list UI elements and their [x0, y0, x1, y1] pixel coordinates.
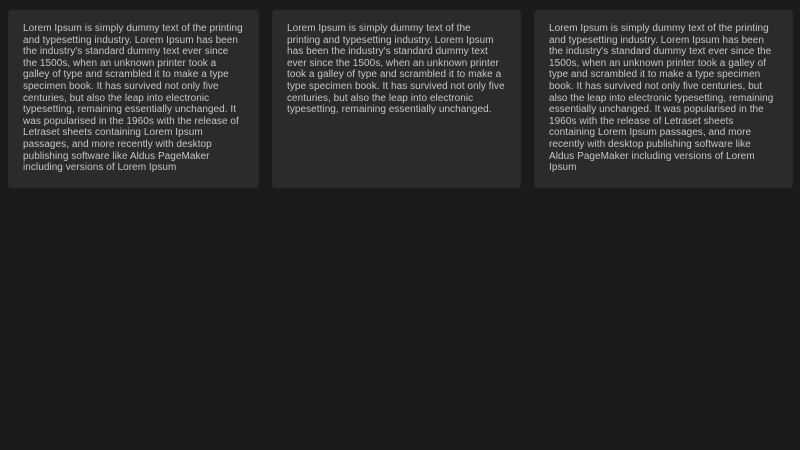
lorem-card-1-text: Lorem Ipsum is simply dummy text of the printing and typesetting industry. Lorem Ipsum has been the industry's standard dummy text ever since the 1500s, when an unknown printer took a galley of type and scrambled it to make a type specimen book. It has survived not only five centuries, but also the leap into electronic typesetting, remaining essentially unchanged. It was popularised in the 1960s with the release of Letraset sheets containing Lorem Ipsum passages, and more recently with desktop publishing software like Aldus PageMaker including versions of Lorem Ipsum	[23, 23, 243, 174]
lorem-card-1[interactable]	[8, 10, 259, 188]
lorem-card-2-text: Lorem Ipsum is simply dummy text of the printing and typesetting industry. Lorem Ipsum has been the industry's standard dummy text ever since the 1500s, when an unknown printer took a galley of type and scrambled it to make a type specimen book. It has survived not only five centuries, but also the leap into electronic typesetting, remaining essentially unchanged.	[287, 23, 505, 116]
lorem-card-3-text: Lorem Ipsum is simply dummy text of the printing and typesetting industry. Lorem Ipsum has been the industry's standard dummy text ever since the 1500s, when an unknown printer took a galley of type and scrambled it to make a type specimen book. It has survived not only five centuries, but also the leap into electronic typesetting, remaining essentially unchanged. It was popularised in the 1960s with the release of Letraset sheets containing Lorem Ipsum passages, and more recently with desktop publishing software like Aldus PageMaker including versions of Lorem Ipsum	[549, 23, 774, 174]
cards-row	[0, 0, 800, 188]
lorem-card-2[interactable]	[272, 10, 521, 188]
lorem-card-3[interactable]	[534, 10, 793, 188]
